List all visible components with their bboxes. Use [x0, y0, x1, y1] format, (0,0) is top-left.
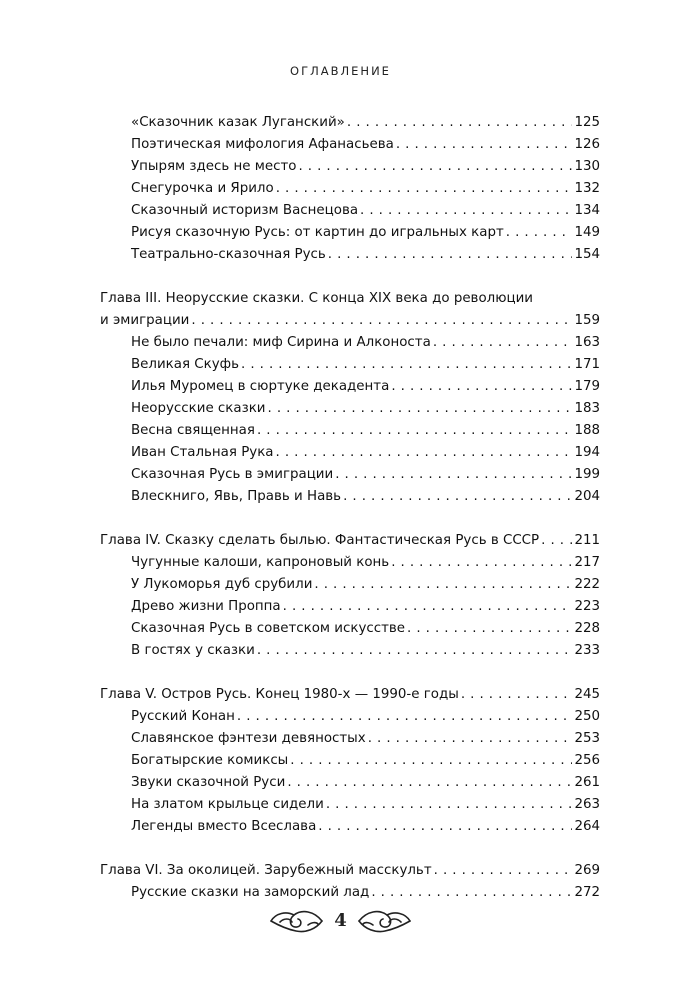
- chapter-title-line1: Глава III. Неорусские сказки. С конца XIX века до революции: [100, 291, 533, 306]
- toc-entry[interactable]: [100, 442, 600, 464]
- chapter-title-line2: и эмиграции: [100, 313, 190, 328]
- toc-entry[interactable]: [100, 618, 600, 640]
- entry-title: Сказочный историзм Васнецова: [131, 203, 359, 218]
- toc-entry[interactable]: [100, 464, 600, 486]
- chapter-page: 245: [574, 687, 600, 702]
- entry-page: 199: [574, 467, 600, 482]
- entry-title: Илья Муромец в сюртуке декадента: [131, 379, 390, 394]
- entry-page: 149: [574, 225, 600, 240]
- dot-leader: [268, 398, 573, 420]
- entry-page: 132: [574, 181, 600, 196]
- dot-leader: [328, 244, 573, 266]
- toc-entry[interactable]: [100, 552, 600, 574]
- toc-entry[interactable]: [100, 640, 600, 662]
- entry-title: Сказочная Русь в советском искусстве: [131, 621, 406, 636]
- entry-page: 204: [574, 489, 600, 504]
- table-of-contents: [100, 112, 600, 904]
- entry-title: Сказочная Русь в эмиграции: [131, 467, 334, 482]
- toc-entry[interactable]: [100, 200, 600, 222]
- dot-leader: [298, 156, 572, 178]
- entry-title: На златом крыльце сидели: [131, 797, 324, 812]
- dot-leader: [391, 376, 572, 398]
- entry-title: Упырям здесь не место: [131, 159, 297, 174]
- dot-leader: [360, 200, 572, 222]
- entry-page: 154: [574, 247, 600, 262]
- chapter-heading[interactable]: [100, 684, 600, 706]
- chapter-page: 269: [574, 863, 600, 878]
- toc-entry[interactable]: [100, 332, 600, 354]
- entry-page: 126: [574, 137, 600, 152]
- entry-title: Чугунные калоши, капроновый конь: [131, 555, 390, 570]
- entry-title: Древо жизни Проппа: [131, 599, 281, 614]
- dot-leader: [326, 794, 573, 816]
- entry-page: 194: [574, 445, 600, 460]
- chapter-heading[interactable]: [100, 530, 600, 552]
- entry-title: Поэтическая мифология Афанасьева: [131, 137, 394, 152]
- entry-title: Великая Скуфь: [131, 357, 239, 372]
- dot-leader: [396, 134, 573, 156]
- entry-page: 134: [574, 203, 600, 218]
- dot-leader: [541, 530, 572, 552]
- dot-leader: [257, 640, 573, 662]
- toc-group: [100, 112, 600, 266]
- toc-group: [100, 288, 600, 508]
- toc-entry[interactable]: [100, 816, 600, 838]
- dot-leader: [191, 310, 572, 332]
- entry-title: У Лукоморья дуб срубили: [131, 577, 313, 592]
- toc-entry[interactable]: [100, 222, 600, 244]
- page-number: 4: [334, 909, 347, 931]
- dot-leader: [335, 464, 572, 486]
- toc-entry[interactable]: [100, 750, 600, 772]
- entry-title: Богатырские комиксы: [131, 753, 289, 768]
- toc-group: [100, 684, 600, 838]
- chapter-title-line2-row: [100, 310, 600, 332]
- dot-leader: [290, 750, 572, 772]
- toc-entry[interactable]: [100, 706, 600, 728]
- toc-entry[interactable]: [100, 486, 600, 508]
- toc-group: [100, 530, 600, 662]
- chapter-page: 211: [574, 533, 600, 548]
- toc-entry[interactable]: [100, 772, 600, 794]
- entry-page: 272: [574, 885, 600, 900]
- toc-entry[interactable]: [100, 596, 600, 618]
- toc-entry[interactable]: [100, 354, 600, 376]
- chapter-heading[interactable]: [100, 860, 600, 882]
- spacer: [100, 508, 600, 530]
- dot-leader: [368, 728, 573, 750]
- entry-page: 250: [574, 709, 600, 724]
- entry-page: 233: [574, 643, 600, 658]
- entry-page: 125: [574, 115, 600, 130]
- entry-page: 163: [574, 335, 600, 350]
- toc-group: [100, 860, 600, 904]
- toc-entry[interactable]: [100, 376, 600, 398]
- entry-title: Влескниго, Явь, Правь и Навь: [131, 489, 342, 504]
- toc-entry[interactable]: [100, 420, 600, 442]
- entry-page: 228: [574, 621, 600, 636]
- dot-leader: [433, 332, 573, 354]
- dot-leader: [434, 860, 573, 882]
- entry-page: 130: [574, 159, 600, 174]
- dot-leader: [391, 552, 572, 574]
- entry-title: Театрально-сказочная Русь: [131, 247, 326, 262]
- entry-page: 183: [574, 401, 600, 416]
- entry-title: В гостях у сказки: [131, 643, 255, 658]
- entry-page: 217: [574, 555, 600, 570]
- entry-page: 263: [574, 797, 600, 812]
- spacer: [100, 662, 600, 684]
- dot-leader: [283, 596, 573, 618]
- chapter-page: 159: [574, 313, 600, 328]
- entry-page: 256: [574, 753, 600, 768]
- toc-entry[interactable]: [100, 156, 600, 178]
- dot-leader: [257, 420, 573, 442]
- entry-title: «Сказочник казак Луганский»: [131, 115, 345, 130]
- toc-entry[interactable]: [100, 574, 600, 596]
- entry-page: 222: [574, 577, 600, 592]
- ornament-icon: [268, 905, 324, 935]
- ornament-icon: [357, 905, 413, 935]
- entry-page: 264: [574, 819, 600, 834]
- dot-leader: [347, 112, 573, 134]
- entry-title: Легенды вместо Всеслава: [131, 819, 317, 834]
- entry-title: Русские сказки на заморский лад: [131, 885, 370, 900]
- toc-entry[interactable]: [100, 112, 600, 134]
- toc-entry[interactable]: [100, 794, 600, 816]
- dot-leader: [318, 816, 572, 838]
- entry-title: Весна священная: [131, 423, 255, 438]
- dot-leader: [461, 684, 573, 706]
- page-header: ОГЛАВЛЕНИЕ: [290, 64, 391, 78]
- chapter-title: Глава VI. За околицей. Зарубежный масскульт: [100, 863, 432, 878]
- dot-leader: [314, 574, 572, 596]
- chapter-heading[interactable]: [100, 288, 600, 332]
- entry-page: 179: [574, 379, 600, 394]
- dot-leader: [407, 618, 572, 640]
- entry-title: Неорусские сказки: [131, 401, 266, 416]
- entry-title: Русский Конан: [131, 709, 235, 724]
- entry-title: Снегурочка и Ярило: [131, 181, 274, 196]
- entry-page: 171: [574, 357, 600, 372]
- spacer: [100, 266, 600, 288]
- dot-leader: [276, 178, 573, 200]
- chapter-title: Глава V. Остров Русь. Конец 1980-х — 1990-е годы: [100, 687, 459, 702]
- entry-title: Не было печали: миф Сирина и Алконоста: [131, 335, 431, 350]
- toc-entry[interactable]: [100, 398, 600, 420]
- page-footer: [0, 900, 681, 940]
- entry-page: 261: [574, 775, 600, 790]
- dot-leader: [506, 222, 573, 244]
- entry-page: 223: [574, 599, 600, 614]
- entry-title: Звуки сказочной Руси: [131, 775, 286, 790]
- entry-title: Славянское фэнтези девяностых: [131, 731, 366, 746]
- dot-leader: [276, 442, 573, 464]
- entry-title: Рисуя сказочную Русь: от картин до игральных карт: [131, 225, 504, 240]
- entry-page: 188: [574, 423, 600, 438]
- dot-leader: [343, 486, 572, 508]
- dot-leader: [241, 354, 572, 376]
- toc-entry[interactable]: [100, 134, 600, 156]
- toc-entry[interactable]: [100, 244, 600, 266]
- entry-title: Иван Стальная Рука: [131, 445, 274, 460]
- chapter-title: Глава IV. Сказку сделать былью. Фантастическая Русь в СССР: [100, 533, 540, 548]
- spacer: [100, 838, 600, 860]
- dot-leader: [237, 706, 573, 728]
- entry-page: 253: [574, 731, 600, 746]
- dot-leader: [287, 772, 572, 794]
- toc-entry[interactable]: [100, 178, 600, 200]
- toc-entry[interactable]: [100, 728, 600, 750]
